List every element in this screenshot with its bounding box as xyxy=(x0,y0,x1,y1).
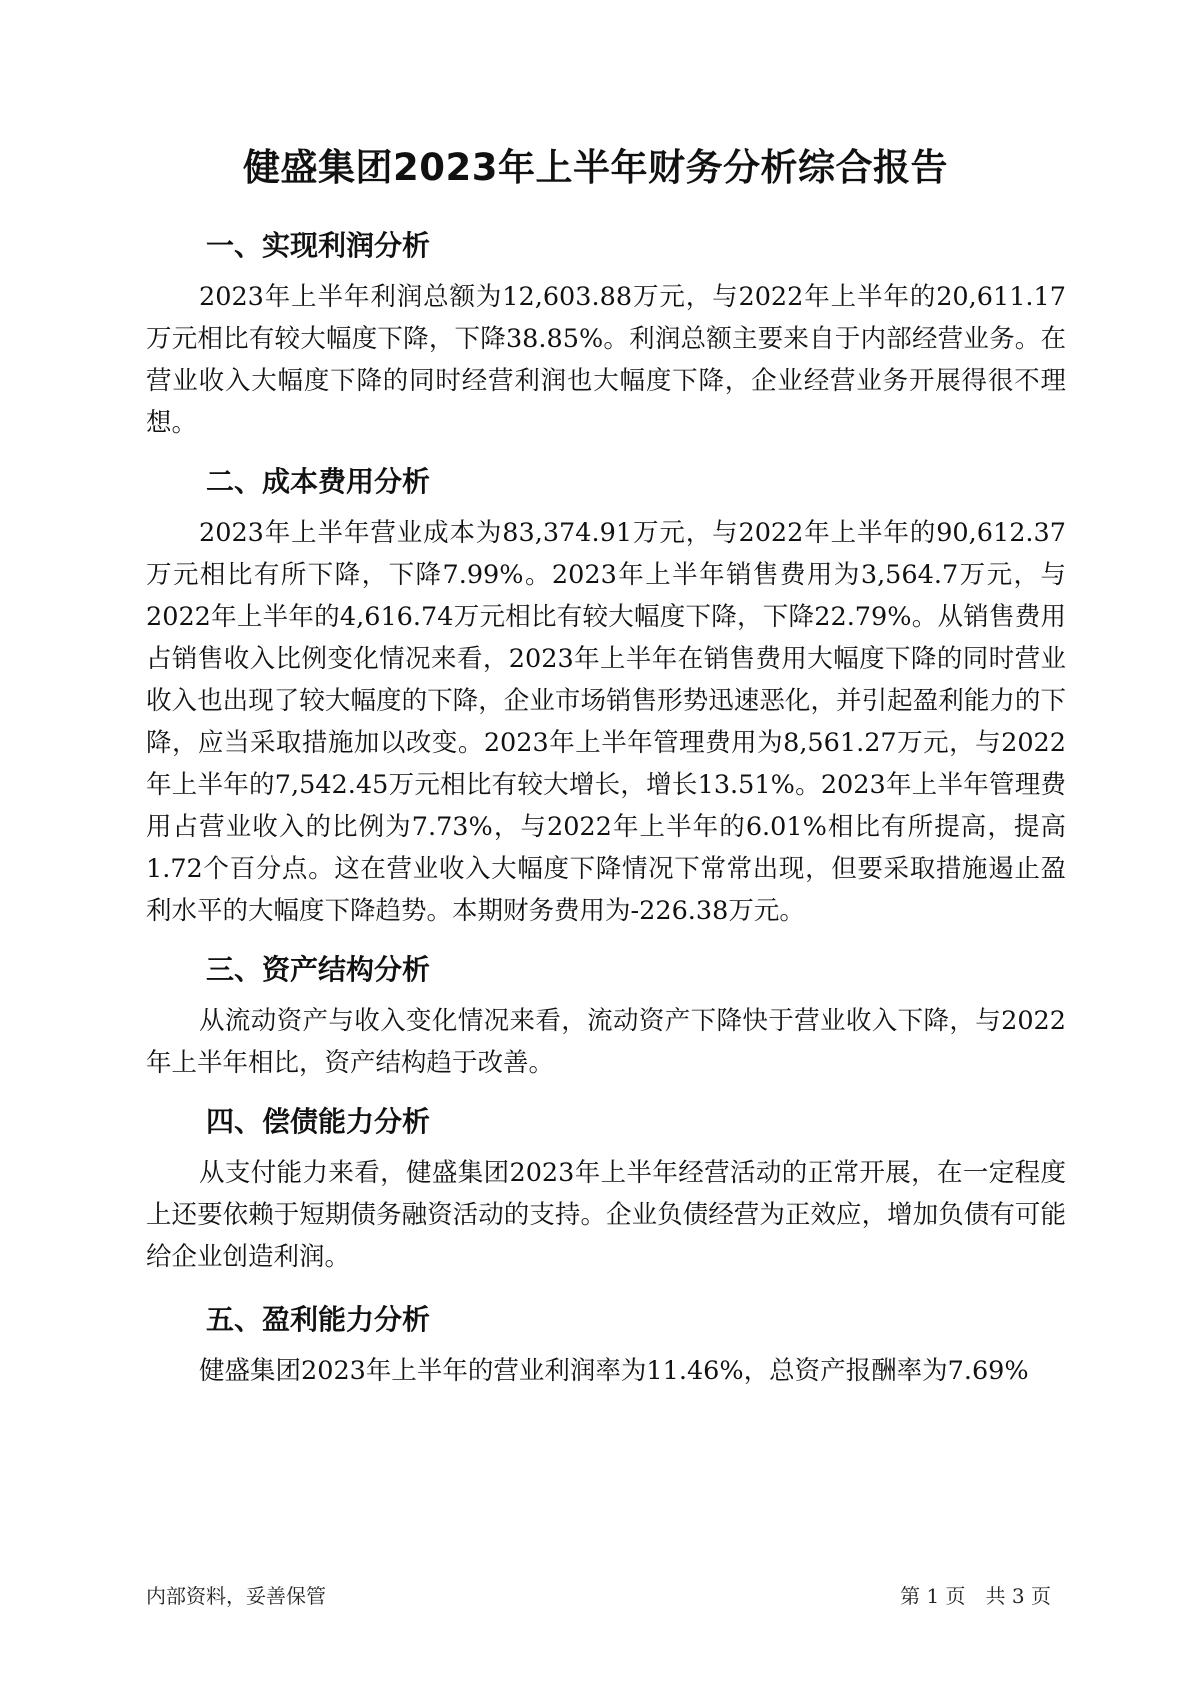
section-cost xyxy=(146,462,1066,932)
section-paragraph: 从支付能力来看，健盛集团2023年上半年经营活动的正常开展，在一定程度上还要依赖于短期债务融资活动的支持。企业负债经营为正效应，增加负债有可能给企业创造利润。 xyxy=(146,1158,1066,1272)
section-assets xyxy=(146,950,1066,1084)
section-profit xyxy=(146,226,1066,444)
section-profitability xyxy=(146,1300,1066,1392)
section-paragraph: 2023年上半年营业成本为83,374.91万元，与2022年上半年的90,612.37万元相比有所下降，下降7.99%。2023年上半年销售费用为3,564.7万元，与2022年上半年的4,616.74万元相比有较大幅度下降，下降22.79%。从销售费用占销售收入比例变化情况来看，2023年上半年在销售费用大幅度下降的同时营业收入也出现了较大幅度的下降，企业市场销售形势迅速恶化，并引起盈利能力的下降，应当采取措施加以改变。2023年上半年管理费用为8,561.27万元，与2022年上半年的7,542.45万元相比有较大增长，增长13.51%。2023年上半年管理费用占营业收入的比例为7.73%，与2022年上半年的6.01%相比有所提高，提高1.72个百分点。这在营业收入大幅度下降情况下常常出现，但要采取措施遏止盈利水平的大幅度下降趋势。本期财务费用为-226.38万元。 xyxy=(146,518,1066,926)
section-heading: 五、盈利能力分析 xyxy=(206,1303,431,1336)
section-heading: 二、成本费用分析 xyxy=(206,465,431,498)
section-paragraph: 从流动资产与收入变化情况来看，流动资产下降快于营业收入下降，与2022年上半年相比，资产结构趋于改善。 xyxy=(146,1006,1066,1078)
section-solvency xyxy=(146,1102,1066,1278)
section-heading: 三、资产结构分析 xyxy=(206,953,431,986)
section-paragraph: 健盛集团2023年上半年的营业利润率为11.46%，总资产报酬率为7.69% xyxy=(199,1356,1029,1386)
section-paragraph: 2023年上半年利润总额为12,603.88万元，与2022年上半年的20,611.17万元相比有较大幅度下降，下降38.85%。利润总额主要来自于内部经营业务。在营业收入大幅度下降的同时经营利润也大幅度下降，企业经营业务开展得很不理想。 xyxy=(146,282,1066,438)
footer-page-number: 第 1 页 共 3 页 xyxy=(900,1584,1051,1608)
footer-confidential-note: 内部资料，妥善保管 xyxy=(146,1584,326,1608)
section-heading: 一、实现利润分析 xyxy=(206,229,431,262)
section-heading: 四、偿债能力分析 xyxy=(206,1105,431,1138)
document-body xyxy=(146,226,1066,1392)
document-title: 健盛集团2023年上半年财务分析综合报告 xyxy=(243,146,948,189)
